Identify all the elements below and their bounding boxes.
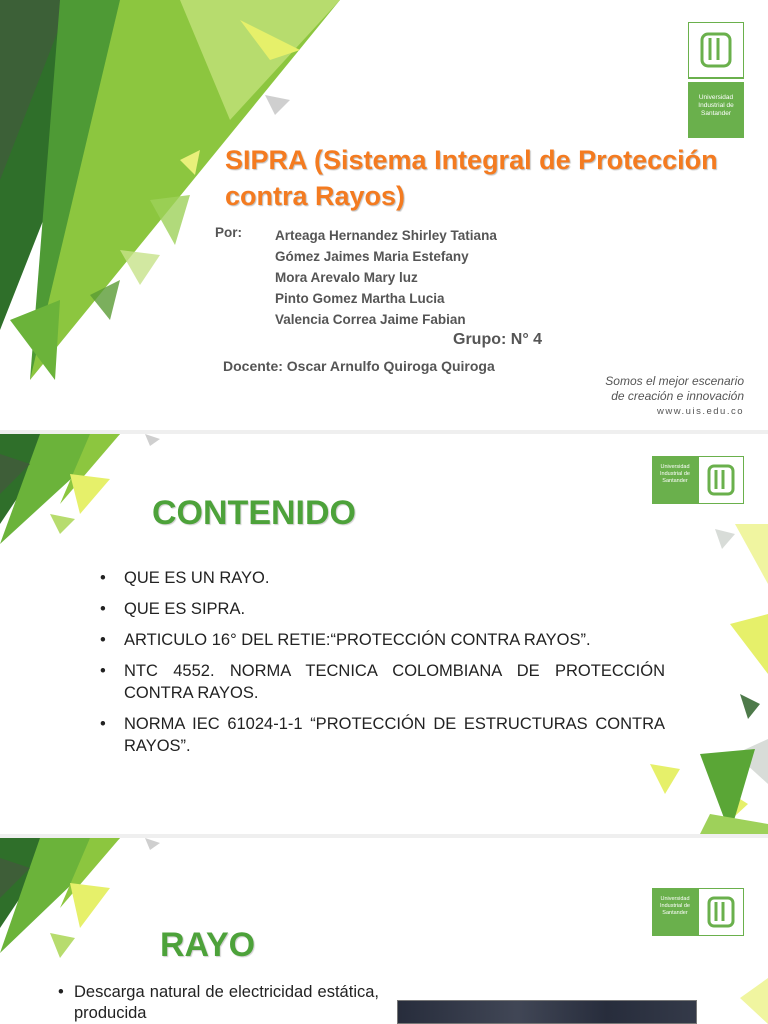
authors-list (275, 225, 497, 330)
slide-title (0, 0, 768, 430)
uis-logo-text: Universidad Industrial de Santander (698, 94, 734, 117)
rayo-description: • Descarga natural de electricidad estática, producida (58, 982, 379, 1024)
uis-logo-text: Universidad Industrial de Santander (660, 464, 690, 484)
section-heading: RAYO (160, 926, 256, 964)
list-item: • ARTICULO 16° DEL RETIE:“PROTECCIÓN CONTRA RAYOS”. (100, 629, 665, 651)
by-label: Por: (215, 225, 242, 240)
list-item: • NORMA IEC 61024-1-1 “PROTECCIÓN DE ESTRUCTURAS CONTRA RAYOS”. (100, 713, 665, 757)
green-triangles-decoration-right (720, 978, 768, 1024)
list-item: • QUE ES SIPRA. (100, 598, 665, 620)
slogan (596, 374, 744, 419)
list-item: • QUE ES UN RAYO. (100, 567, 665, 589)
website-url: www.uis.edu.co (656, 406, 744, 417)
uis-logo (688, 22, 744, 138)
group-number: Grupo: N° 4 (453, 331, 543, 348)
green-triangles-decoration (0, 434, 170, 574)
list-item: • NTC 4552. NORMA TECNICA COLOMBIANA DE PROTECCIÓN CONTRA RAYOS. (100, 660, 665, 704)
section-heading: CONTENIDO (152, 494, 356, 532)
slogan-line: Somos el mejor escenario (605, 374, 744, 388)
uis-logo-text: Universidad Industrial de Santander (660, 896, 690, 916)
slogan-line: de creación e innovación (611, 389, 744, 403)
presentation-title: SIPRA (Sistema Integral de Protección contra Rayos) (225, 145, 718, 211)
teacher-name: Docente: Oscar Arnulfo Quiroga Quiroga (223, 358, 495, 374)
author-name: Pinto Gomez Martha Lucia (275, 291, 445, 306)
lightning-photo (397, 1000, 697, 1024)
contents-list (100, 567, 665, 766)
author-name: Mora Arevalo Mary luz (275, 270, 418, 285)
author-name: Valencia Correa Jaime Fabian (275, 312, 466, 327)
author-name: Arteaga Hernandez Shirley Tatiana (275, 228, 497, 243)
green-triangles-decoration (0, 838, 170, 978)
author-name: Gómez Jaimes Maria Estefany (275, 249, 469, 264)
